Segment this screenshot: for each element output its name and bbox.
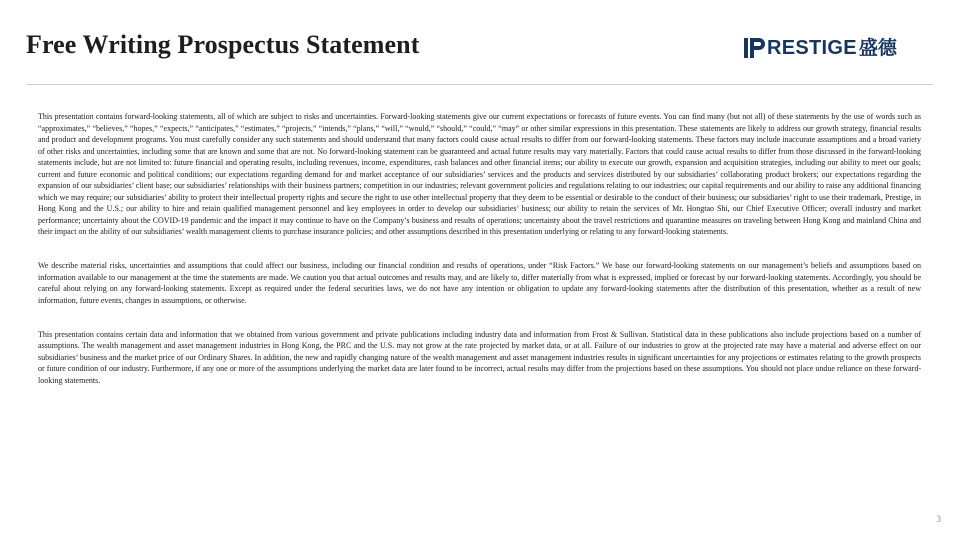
paragraph-industry-data: This presentation contains certain data and information that we obtained from various government and private publications including industry data and information from Frost & Sullivan. Statistical data in these publications also include projections based on a number of assumptions. The wealth management and asset management industries in Hong Kong, the PRC and the U.S. may not grow at the rate projected by market data, or at all. Failure of our industries to grow at the projected rate may have a material and adverse effect on our subsidiaries’ business and the market price of our Ordinary Shares. In addition, the new and rapidly changing nature of the wealth management and asset management industries results in significant uncertainties for any projections or estimates relating to the growth prospects or future condition of our industry. Furthermore, if any one or more of the assumptions underlying the market data are later found to be incorrect, actual results may differ from the projections based on these assumptions. You should not place undue reliance on these forward-looking statements. <box>38 329 921 385</box>
paragraph-risk-factors: We describe material risks, uncertainties and assumptions that could affect our business, including our financial condition and results of operations, under “Risk Factors.” We base our forward-looking statements on our management’s beliefs and assumptions based on information available to our management at the time the statements are made. We caution you that actual outcomes and results may, and are likely to, differ materially from what is expressed, implied or forecast by our forward-looking statements. Accordingly, you should be careful about relying on any forward-looking statements. Except as required under the federal securities laws, we do not have any intention or obligation to update any forward-looking statements after the distribution of this presentation, whether as a result of new information, future events, changes in assumptions, or otherwise. <box>38 261 921 305</box>
logo-chinese-name: 盛德 <box>858 37 897 59</box>
header-divider <box>26 84 933 85</box>
prestige-logo <box>744 36 897 60</box>
logo-wordmark: RESTIGE <box>767 37 857 59</box>
paragraph-forward-looking: This presentation contains forward-looking statements, all of which are subject to risks and uncertainties. Forward-looking statements give our current expectations or forecasts of future events. You can find many (but not all) of these statements by the use of words such as “approximates,” “believes,” “hopes,” “expects,” “anticipates,” “estimates,” “projects,” “intends,” “plans,” “will,” “would,” “should,” “could,” “may” or other similar expressions in this presentation. These statements are likely to address our growth strategy, financial results and product and development programs. You must carefully consider any such statements and should understand that many factors could cause actual results to differ from our forward-looking statements. These factors may include inaccurate assumptions and a broad variety of other risks and uncertainties, including some that are known and some that are not. No forward-looking statement can be guaranteed and actual future results may vary materially. Factors that could cause actual results to differ from those discussed in the forward-looking statements include, but are not limited to: future financial and operating results, including revenues, income, expenditures, cash balances and other financial items; our ability to execute our growth, expansion and acquisition strategies, including our ability to meet our goals; current and future economic and political conditions; our expectations regarding demand for and market acceptance of our subsidiaries’ services and the products and services distributed by our subsidiaries’ collaborating product brokers; our expectations regarding the expansion of our subsidiaries’ client base; our subsidiaries’ relationships with their business partners; competition in our industries; relevant government policies and regulations relating to our industries; our capital requirements and our ability to raise any additional financing which we may require; our subsidiaries’ ability to protect their intellectual property rights and secure the right to use other intellectual property that they deem to be essential or desirable to the conduct of their business; our subsidiaries’ right to use their trademark, Prestige, in Hong Kong and the U.S.; our ability to hire and retain qualified management personnel and key employees in order to develop our subsidiaries’ business; our ability to retain the services of Mr. Hongtao Shi, our Chief Executive Officer; overall industry and market performance; uncertainty about the COVID-19 pandemic and the impact it may continue to have on the Company’s business and results of operations; uncertainty about the travel restrictions and quarantine measures on traveling between Hong Kong and mainland China and their impact on the ability of our subsidiaries’ wealth management clients to purchase insurance policies; and other assumptions described in this presentation underlying or relating to any forward-looking statements. <box>38 112 921 236</box>
statement-body <box>38 111 921 409</box>
slide-title: Free Writing Prospectus Statement <box>26 30 420 59</box>
page-number: 3 <box>936 514 941 524</box>
prestige-p-logo-icon <box>744 38 766 58</box>
